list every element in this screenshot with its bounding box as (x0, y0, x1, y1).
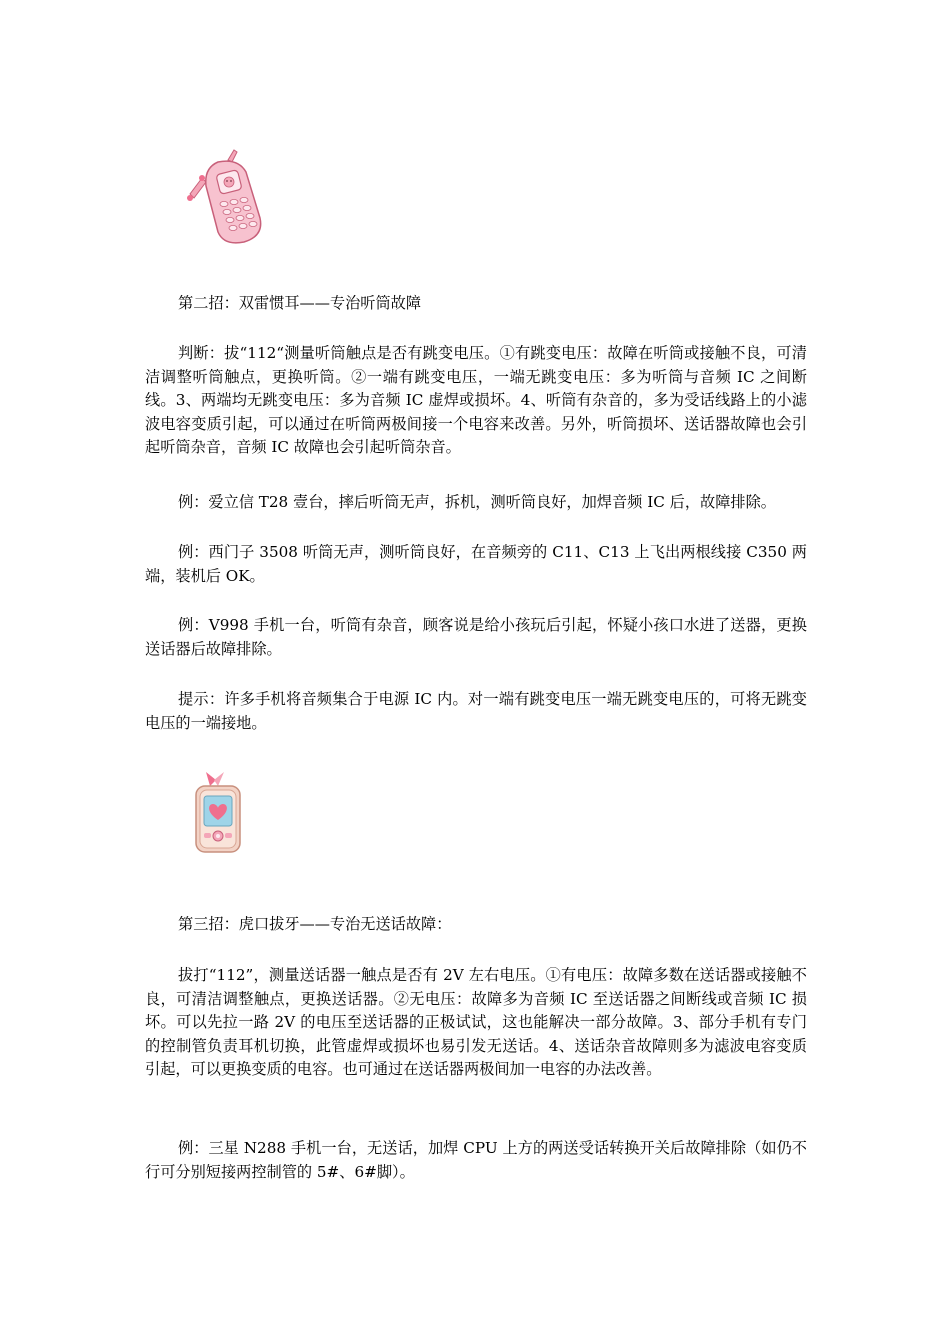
section-heading: 第二招：双雷惯耳——专治听筒故障 (178, 294, 421, 312)
paragraph-example: 例：爱立信 T28 壹台，摔后听筒无声，拆机，测听筒良好，加焊音频 IC 后，故障排除。 (178, 493, 776, 511)
heart-device-illustration (176, 770, 262, 862)
pink-phone-illustration (180, 148, 270, 248)
paragraph-tip: 提示：许多手机将音频集合于电源 IC 内。对一端有跳变电压一端无跳变电压的，可将无跳变电压的一端接地。 (145, 690, 807, 732)
paragraph-example: 例：三星 N288 手机一台，无送话，加焊 CPU 上方的两送受话转换开关后故障排除（如仍不行可分别短接两控制管的 5#、6#脚）。 (145, 1139, 807, 1181)
section-heading: 第三招：虎口拔牙——专治无送话故障： (178, 915, 452, 933)
paragraph-example: 例：V998 手机一台，听筒有杂音，顾客说是给小孩玩后引起，怀疑小孩口水进了送器，更换送话器后故障排除。 (145, 616, 807, 658)
paragraph-diagnosis: 判断：拔“112“测量听筒触点是否有跳变电压。①有跳变电压：故障在听筒或接触不良，可清洁调整听筒触点，更换听筒。②一端有跳变电压，一端无跳变电压：多为听筒与音频 IC 之间断线。3、两端均无跳变电压：多为音频 IC 虚焊或损坏。4、听筒有杂音的，多为受话线路上的小滤波电容变质引起，可以通过在听筒两极间接一个电容来改善。另外，听筒损坏、送话器故障也会引起听筒杂音，音频 IC 故障也会引起听筒杂音。 (145, 344, 807, 456)
paragraph-diagnosis: 拔打“112”，测量送话器一触点是否有 2V 左右电压。①有电压：故障多数在送话器或接触不良，可清洁调整触点，更换送话器。②无电压：故障多为音频 IC 至送话器之间断线或音频 IC 损坏。可以先拉一路 2V 的电压至送话器的正极试试，这也能解决一部分故障。3、部分手机有专门的控制管负责耳机切换，此管虚焊或损坏也易引发无送话。4、送话杂音故障则多为滤波电容变质引起，可以更换变质的电容。也可通过在送话器两极间加一电容的办法改善。 (145, 966, 807, 1078)
paragraph-example: 例：西门子 3508 听筒无声，测听筒良好，在音频旁的 C11、C13 上飞出两根线接 C350 两端，装机后 OK。 (145, 543, 807, 585)
